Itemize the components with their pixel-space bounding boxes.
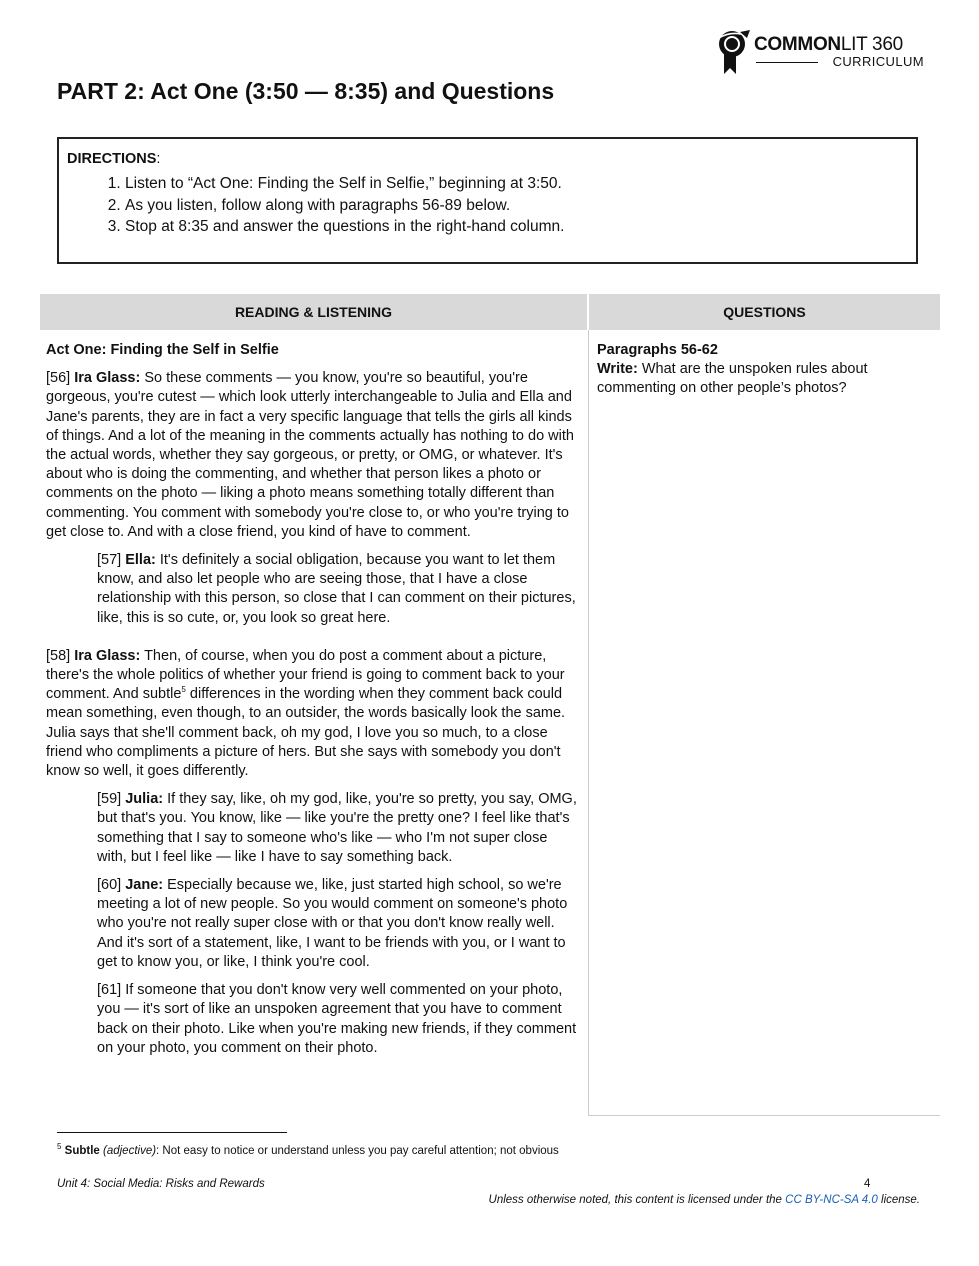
paragraph-56: [56] Ira Glass: So these comments — you know, you're so beautiful, you're gorgeous, you're cutest — which look utterly interchangeable to Julia and Ella and Jane's parents, they are in fact a very specific language that tells the girls all kinds of things. And a lot of the meaning in the comments actually has nothing to do with the actual words, whether they say gorgeous, or pretty, or OMG, or whatever. It's about who is doing the commenting, and whether that person likes a photo or comments on the photo — liking a photo means something totally different than commenting. You comment with somebody you're close to, or who you're trying to get close to. And with a close friend, you kind of have to comment. <box>46 370 574 540</box>
paragraph-number: [58] <box>46 647 71 664</box>
paragraph-number: [59] <box>97 791 122 808</box>
write-label: Write: <box>597 361 638 378</box>
questions-header: QUESTIONS <box>589 294 940 330</box>
reading-column <box>46 341 580 1067</box>
footnote-rule <box>57 1132 287 1133</box>
commonlit-logo <box>716 28 926 76</box>
page-title: PART 2: Act One (3:50 — 8:35) and Questions <box>57 78 555 104</box>
questions-column <box>597 341 927 399</box>
footnote: $^5$ Subtle (adjective): Not easy to notice or understand unless you pay careful attention; not obvious <box>57 1142 559 1157</box>
directions-box <box>57 137 918 264</box>
paragraph-57: [57] Ella: It's definitely a social obligation, because you want to let them know, and also let people who are seeing those, that I have a close relationship with this person, so close that I can comment on their pictures, like, this is so cute, or, you look so great here. <box>97 552 576 626</box>
reading-listening-header: READING & LISTENING <box>40 294 587 330</box>
license-link[interactable]: CC BY-NC-SA 4.0 <box>785 1194 878 1206</box>
footnote-ref[interactable]: 5 <box>181 685 186 695</box>
speaker: Ella: <box>125 552 156 569</box>
paragraph-59: [59] Julia: If they say, like, oh my god, like, you're so pretty, you say, OMG, but that's you. You know, like — like you're the pretty one? I feel like that's something that I say to someone who's like — who I'm not super close with, but I feel like — like I have to say something back. <box>97 791 577 865</box>
direction-step: 3. Stop at 8:35 and answer the questions in the right-hand column. <box>125 216 564 238</box>
paragraph-number: [61] <box>97 982 122 999</box>
column-divider <box>588 330 589 1116</box>
paragraph-number: [56] <box>46 370 71 387</box>
directions-list <box>97 173 564 238</box>
paragraph-number: [57] <box>97 552 122 569</box>
brand-name: COMMONLIT 360 <box>754 34 903 55</box>
paragraph-61: [61] If someone that you don't know very well commented on your photo, you — it's sort of like an unspoken agreement that you have to comment back on their photo. Like when you're making new friends, if they comment on your photo, you comment on their photo. <box>97 982 577 1056</box>
unit-label: Unit 4: Social Media: Risks and Rewards <box>57 1178 265 1190</box>
page-number: 4 <box>864 1178 871 1190</box>
speaker: Ira Glass: <box>74 370 141 387</box>
footnote-term: Subtle <box>64 1144 100 1157</box>
paragraph-60: [60] Jane: Especially because we, like, just started high school, so we're meeting a lot of new people. So you would comment on someone's photo who you're not really super close with or that you don't know really well. And it's sort of a statement, like, I want to be friends with you, or I want to get to know you, or like, I think you're cool. <box>97 877 568 970</box>
paragraph-58: [58] Ira Glass: Then, of course, when you do post a comment about a picture, there's the whole politics of whether your friend is going to comment back to your comment. And subtle$^5$ differences in the wording when they comment back could mean something, even though, to an outsider, the words basically look the same. Julia says that she'll comment back, oh my god, I love you so much, to a close friend who compliments a picture of hers. But she says with somebody you don't know so well, it goes differently. <box>46 647 566 780</box>
direction-step: 1. Listen to “Act One: Finding the Self in Selfie,” beginning at 3:50. <box>125 173 564 195</box>
paragraph-range: Paragraphs 56-62 <box>597 342 718 358</box>
commonlit-badge-icon <box>716 28 752 74</box>
write-question: Write: What are the unspoken rules about commenting on other people’s photos? <box>597 361 868 397</box>
directions-label: DIRECTIONS: <box>67 151 161 167</box>
questions-bottom-border <box>588 1115 940 1116</box>
speaker: Ira Glass: <box>74 647 141 664</box>
speaker: Julia: <box>125 791 164 808</box>
direction-step: 2. As you listen, follow along with paragraphs 56-89 below. <box>125 195 564 217</box>
paragraph-number: [60] <box>97 877 122 894</box>
license-notice: Unless otherwise noted, this content is licensed under the CC BY-NC-SA 4.0 license. <box>488 1194 920 1206</box>
brand-divider <box>756 62 818 63</box>
brand-subtitle: CURRICULUM <box>754 54 926 70</box>
section-title: Act One: Finding the Self in Selfie <box>46 342 279 358</box>
speaker: Jane: <box>125 877 164 894</box>
